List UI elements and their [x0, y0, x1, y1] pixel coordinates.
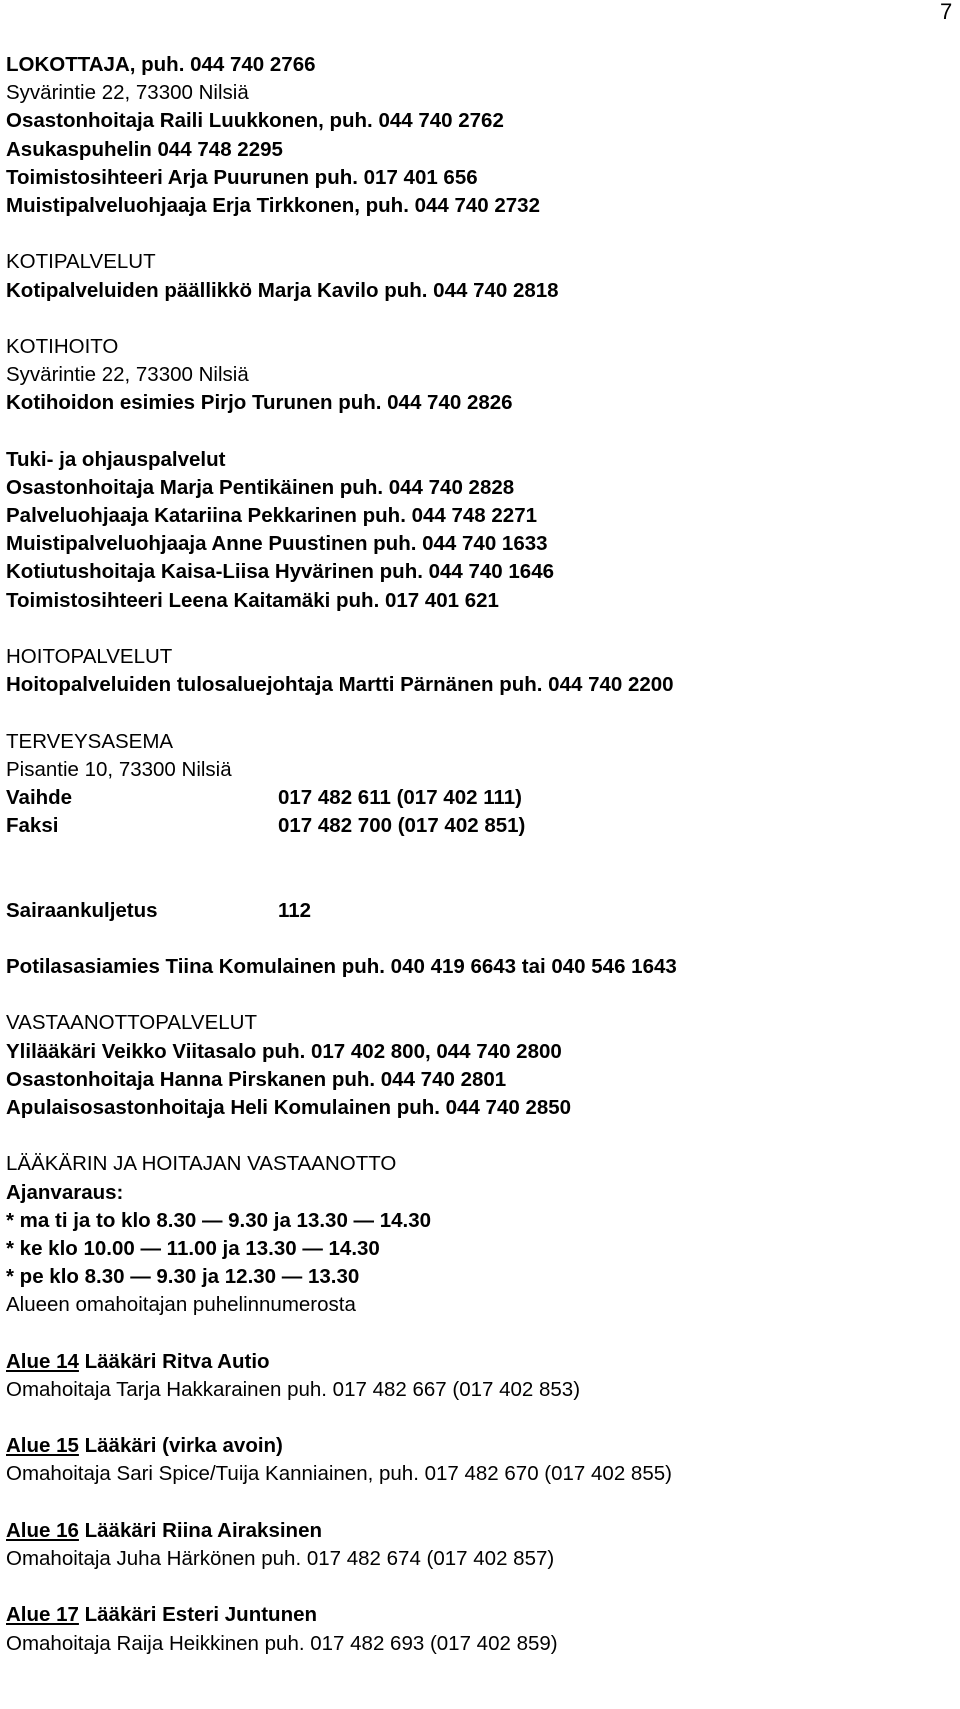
ajanvaraus-label: Ajanvaraus: — [6, 1180, 124, 1204]
vaihde-row — [6, 784, 946, 812]
alue-label: Alue 16 — [6, 1518, 79, 1542]
lokottaja-line: Osastonhoitaja Raili Luukkonen, puh. 044 740 2762 — [6, 109, 504, 133]
vastaanottopalvelut-line: Osastonhoitaja Hanna Pirskanen puh. 044 740 2801 — [6, 1067, 507, 1091]
lokottaja-address: Syvärintie 22, 73300 Nilsiä — [6, 81, 249, 105]
lokottaja-line: Muistipalveluohjaaja Erja Tirkkonen, puh. 044 740 2732 — [6, 193, 540, 217]
ajanvaraus-time: * ma ti ja to klo 8.30 — 9.30 ja 13.30 — 14.30 — [6, 1208, 432, 1232]
sairaankuljetus-label: Sairaankuljetus — [6, 898, 158, 922]
vastaanotto-note: Alueen omahoitajan puhelinnumerosta — [6, 1293, 356, 1317]
hoitopalvelut-title: HOITOPALVELUT — [6, 644, 173, 668]
tuki-line: Kotiutushoitaja Kaisa-Liisa Hyvärinen puh. 044 740 1646 — [6, 560, 555, 584]
ajanvaraus-time: * pe klo 8.30 — 9.30 ja 12.30 — 13.30 — [6, 1265, 360, 1289]
alue-label: Alue 14 — [6, 1349, 79, 1373]
vastaanottopalvelut-title: VASTAANOTTOPALVELUT — [6, 1011, 257, 1035]
kotihoito-title: KOTIHOITO — [6, 334, 119, 358]
tuki-line: Toimistosihteeri Leena Kaitamäki puh. 017 401 621 — [6, 588, 499, 612]
alue-heading — [6, 1601, 946, 1629]
alue-heading — [6, 1517, 946, 1545]
terveysasema-title: TERVEYSASEMA — [6, 729, 174, 753]
alue-omahoitaja: Omahoitaja Juha Härkönen puh. 017 482 674 (017 402 857) — [6, 1546, 555, 1570]
lokottaja-line: Toimistosihteeri Arja Puurunen puh. 017 401 656 — [6, 165, 478, 189]
tuki-line: Osastonhoitaja Marja Pentikäinen puh. 044 740 2828 — [6, 475, 515, 499]
faksi-value: 017 482 700 (017 402 851) — [278, 814, 526, 838]
alue-label: Alue 17 — [6, 1603, 79, 1627]
vastaanotto-title: LÄÄKÄRIN JA HOITAJAN VASTAANOTTO — [6, 1152, 397, 1176]
ajanvaraus-time: * ke klo 10.00 — 11.00 ja 13.30 — 14.30 — [6, 1236, 380, 1260]
terveysasema-address: Pisantie 10, 73300 Nilsiä — [6, 757, 232, 781]
potilasasiamies-line: Potilasasiamies Tiina Komulainen puh. 040 419 6643 tai 040 546 1643 — [6, 955, 677, 979]
faksi-label: Faksi — [6, 814, 59, 838]
alue-label: Alue 15 — [6, 1434, 79, 1458]
alue-heading — [6, 1432, 946, 1460]
tuki-line: Palveluohjaaja Katariina Pekkarinen puh. 044 748 2271 — [6, 504, 537, 527]
kotihoito-line: Kotihoidon esimies Pirjo Turunen puh. 044 740 2826 — [6, 391, 513, 415]
alue-laakari: Lääkäri (virka avoin) — [78, 1434, 283, 1458]
alue-omahoitaja: Omahoitaja Sari Spice/Tuija Kanniainen, puh. 017 482 670 (017 402 855) — [6, 1462, 672, 1486]
kotipalvelut-line: Kotipalveluiden päällikkö Marja Kavilo puh. 044 740 2818 — [6, 278, 559, 302]
vaihde-label: Vaihde — [6, 785, 73, 809]
document-body — [6, 51, 946, 1658]
alue-laakari: Lääkäri Ritva Autio — [78, 1349, 270, 1373]
alue-heading — [6, 1348, 946, 1376]
tuki-line: Muistipalveluohjaaja Anne Puustinen puh. 044 740 1633 — [6, 532, 548, 556]
tuki-title: Tuki- ja ohjauspalvelut — [6, 447, 226, 471]
page-number: 7 — [940, 0, 953, 24]
kotipalvelut-title: KOTIPALVELUT — [6, 250, 156, 274]
kotihoito-address: Syvärintie 22, 73300 Nilsiä — [6, 363, 249, 387]
alue-omahoitaja: Omahoitaja Tarja Hakkarainen puh. 017 482 667 (017 402 853) — [6, 1377, 581, 1401]
vastaanottopalvelut-line: Apulaisosastonhoitaja Heli Komulainen puh. 044 740 2850 — [6, 1095, 572, 1119]
lokottaja-line: Asukaspuhelin 044 748 2295 — [6, 137, 283, 161]
faksi-row — [6, 812, 946, 840]
alue-laakari: Lääkäri Esteri Juntunen — [78, 1603, 318, 1627]
vastaanottopalvelut-line: Ylilääkäri Veikko Viitasalo puh. 017 402 800, 044 740 2800 — [6, 1039, 562, 1063]
alue-omahoitaja: Omahoitaja Raija Heikkinen puh. 017 482 693 (017 402 859) — [6, 1631, 558, 1655]
sairaankuljetus-row — [6, 897, 946, 925]
vaihde-value: 017 482 611 (017 402 111) — [278, 785, 522, 809]
sairaankuljetus-value: 112 — [278, 898, 312, 922]
lokottaja-title: LOKOTTAJA, puh. 044 740 2766 — [6, 53, 316, 76]
alue-laakari: Lääkäri Riina Airaksinen — [78, 1518, 322, 1542]
hoitopalvelut-line: Hoitopalveluiden tulosaluejohtaja Martti Pärnänen puh. 044 740 2200 — [6, 673, 674, 697]
